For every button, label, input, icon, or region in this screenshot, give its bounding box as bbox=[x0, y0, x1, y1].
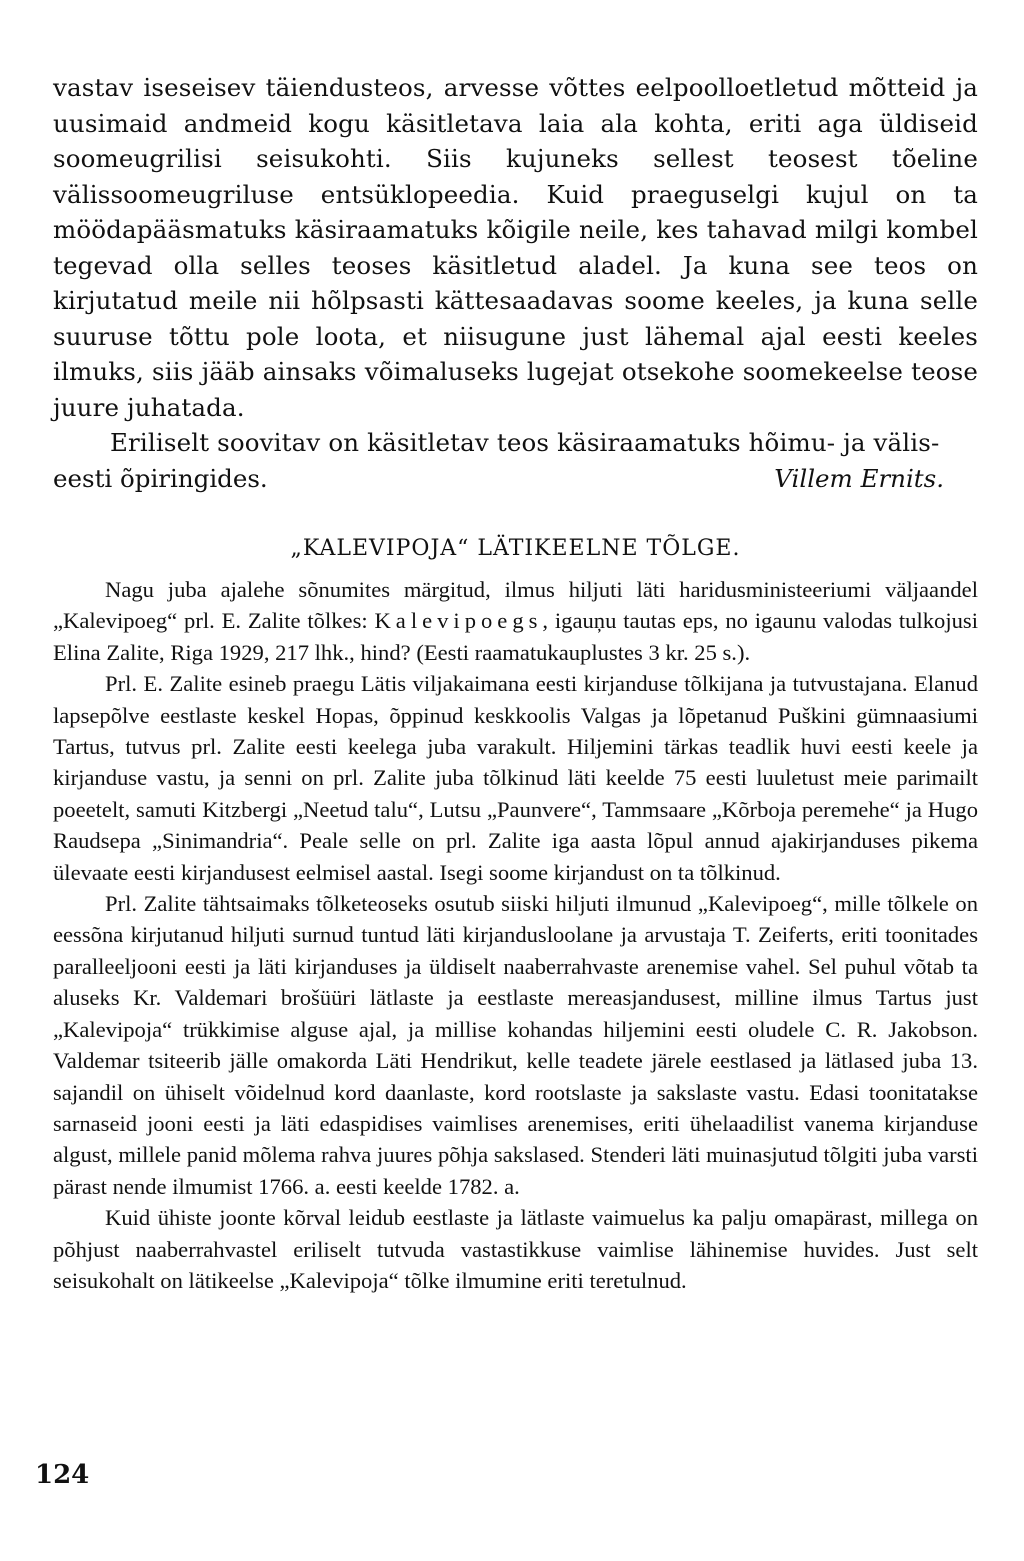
book-title-spaced: Kalevipoegs bbox=[374, 608, 543, 634]
article-paragraph-1-end: , igauņu tautas eps, no igaunu valodas tulkojusi Elina Zalite, Riga 1929, 217 lhk., hind? (Eesti raamatukauplustes 3 kr. 25 s.). bbox=[53, 608, 978, 665]
page-number: 124 bbox=[35, 1460, 90, 1490]
article-paragraph-1 bbox=[53, 574, 978, 668]
article-paragraph-4: Kuid ühiste joonte kõrval leidub eestlaste ja lätlaste vaimuelus ka palju omapärast, millega on põhjust naaberrahvastel eriliselt tutvuda vastastikkuse vaimlise lähinemise huvides. Just selt seisukohalt on lätikeelse „Kalevipoja“ tõlke ilmumine eriti teretulnud. bbox=[53, 1205, 978, 1293]
recommendation-ending: eesti õpiringides. bbox=[53, 463, 268, 493]
review-recommendation-paragraph: Eriliselt soovitav on käsitletav teos käsiraamatuks hõimu- ja välis- bbox=[110, 428, 940, 457]
article-paragraph-1-start: Nagu juba ajalehe sõnumites märgitud, ilmus hiljuti läti haridusministeeriumi väljaandel „Kalevipoeg“ prl. E. Zalite tõlkes: bbox=[53, 577, 978, 634]
article-title: „KALEVIPOJA“ LÄTIKEELNE TÕLGE. bbox=[290, 536, 741, 561]
author-signature: Villem Ernits. bbox=[774, 463, 944, 493]
review-continuation-paragraph: vastav iseseisev täiendusteos, arvesse võttes eelpoolloetletud mõtteid ja uusimaid andmeid kogu käsitletava laia ala kohta, eriti aga üldiseid soomeugrilisi seisukohti. Siis kujuneks sellest teosest tõeline välissoomeugriluse entsüklopeedia. Kuid praeguselgi kujul on ta möödapääsmatuks käsiraamatuks kõigile neile, kes tahavad milgi kombel tegevad olla selles teoses käsitletud aladel. Ja kuna see teos on kirjutatud meile nii hõlpsasti kättesaadavas soome keeles, ja kuna selle suuruse tõttu pole loota, et niisugune just lähemal ajal eesti keeles ilmuks, siis jääb ainsaks võimaluseks lugejat otsekohe soomekeelse teose juure juhatada. bbox=[53, 73, 978, 422]
article-paragraph-2: Prl. E. Zalite esineb praegu Lätis viljakaimana eesti kirjanduse tõlkijana ja tutvustajana. Elanud lapsepõlve eestlaste keskel Hopas, õppinud keskkoolis Valgas ja lõpetanud Puškini gümnaasiumi Tartus, tutvus prl. Zalite eesti keelega juba varakult. Hiljemini tärkas teadlik huvi eesti keele ja kirjanduse vastu, ja senni on prl. Zalite juba tõlkinud läti keelde 75 eesti luuletust meie parimailt poeetelt, samuti Kitzbergi „Neetud talu“, Lutsu „Paunvere“, Tammsaare „Kõrboja peremehe“ ja Hugo Raudsepa „Sinimandria“. Peale selle on prl. Zalite iga aasta lõpul annud ajakirjanduses pikema ülevaate eesti kirjandusest eelmisel aastal. Isegi soome kirjandust on ta tõlkinud. bbox=[53, 671, 978, 885]
page-content bbox=[53, 70, 978, 1296]
article-paragraph-3: Prl. Zalite tähtsaimaks tõlketeoseks osutub siiski hiljuti ilmunud „Kalevipoeg“, mille tõlkele on eessõna kirjutanud hiljuti surnud tuntud läti kirjandusloolane ja arvustaja T. Zeiferts, eriti toonitades paralleeljooni eesti ja läti kirjanduses ja üldiselt naaberrahvaste arenemise vahel. Sel puhul võtab ta aluseks Kr. Valdemari brošüüri lätlaste ja eestlaste mereasjandusest, milline ilmus Tartus just „Kalevipoja“ trükkimise alguse ajal, ja millise kohandas hiljemini eesti oludele C. R. Jakobson. Valdemar tsiteerib jälle omakorda Läti Hendrikut, kelle teadete järele eestlased ja lätlased juba 13. sajandil on ühiselt võidelnud kord daanlaste, kord rootslaste ja sakslaste vastu. Edasi toonitatakse sarnaseid jooni eesti ja läti edaspidises vaimlises arenemises, eriti ühelaadilist vanema kirjanduse algust, millele panid mõlema rahva juures põhja sakslased. Stenderi läti muinasjutud tõlgiti juba varsti pärast nende ilmumist 1766. a. eesti keelde 1782. a. bbox=[53, 891, 978, 1199]
signature-line bbox=[53, 461, 978, 497]
